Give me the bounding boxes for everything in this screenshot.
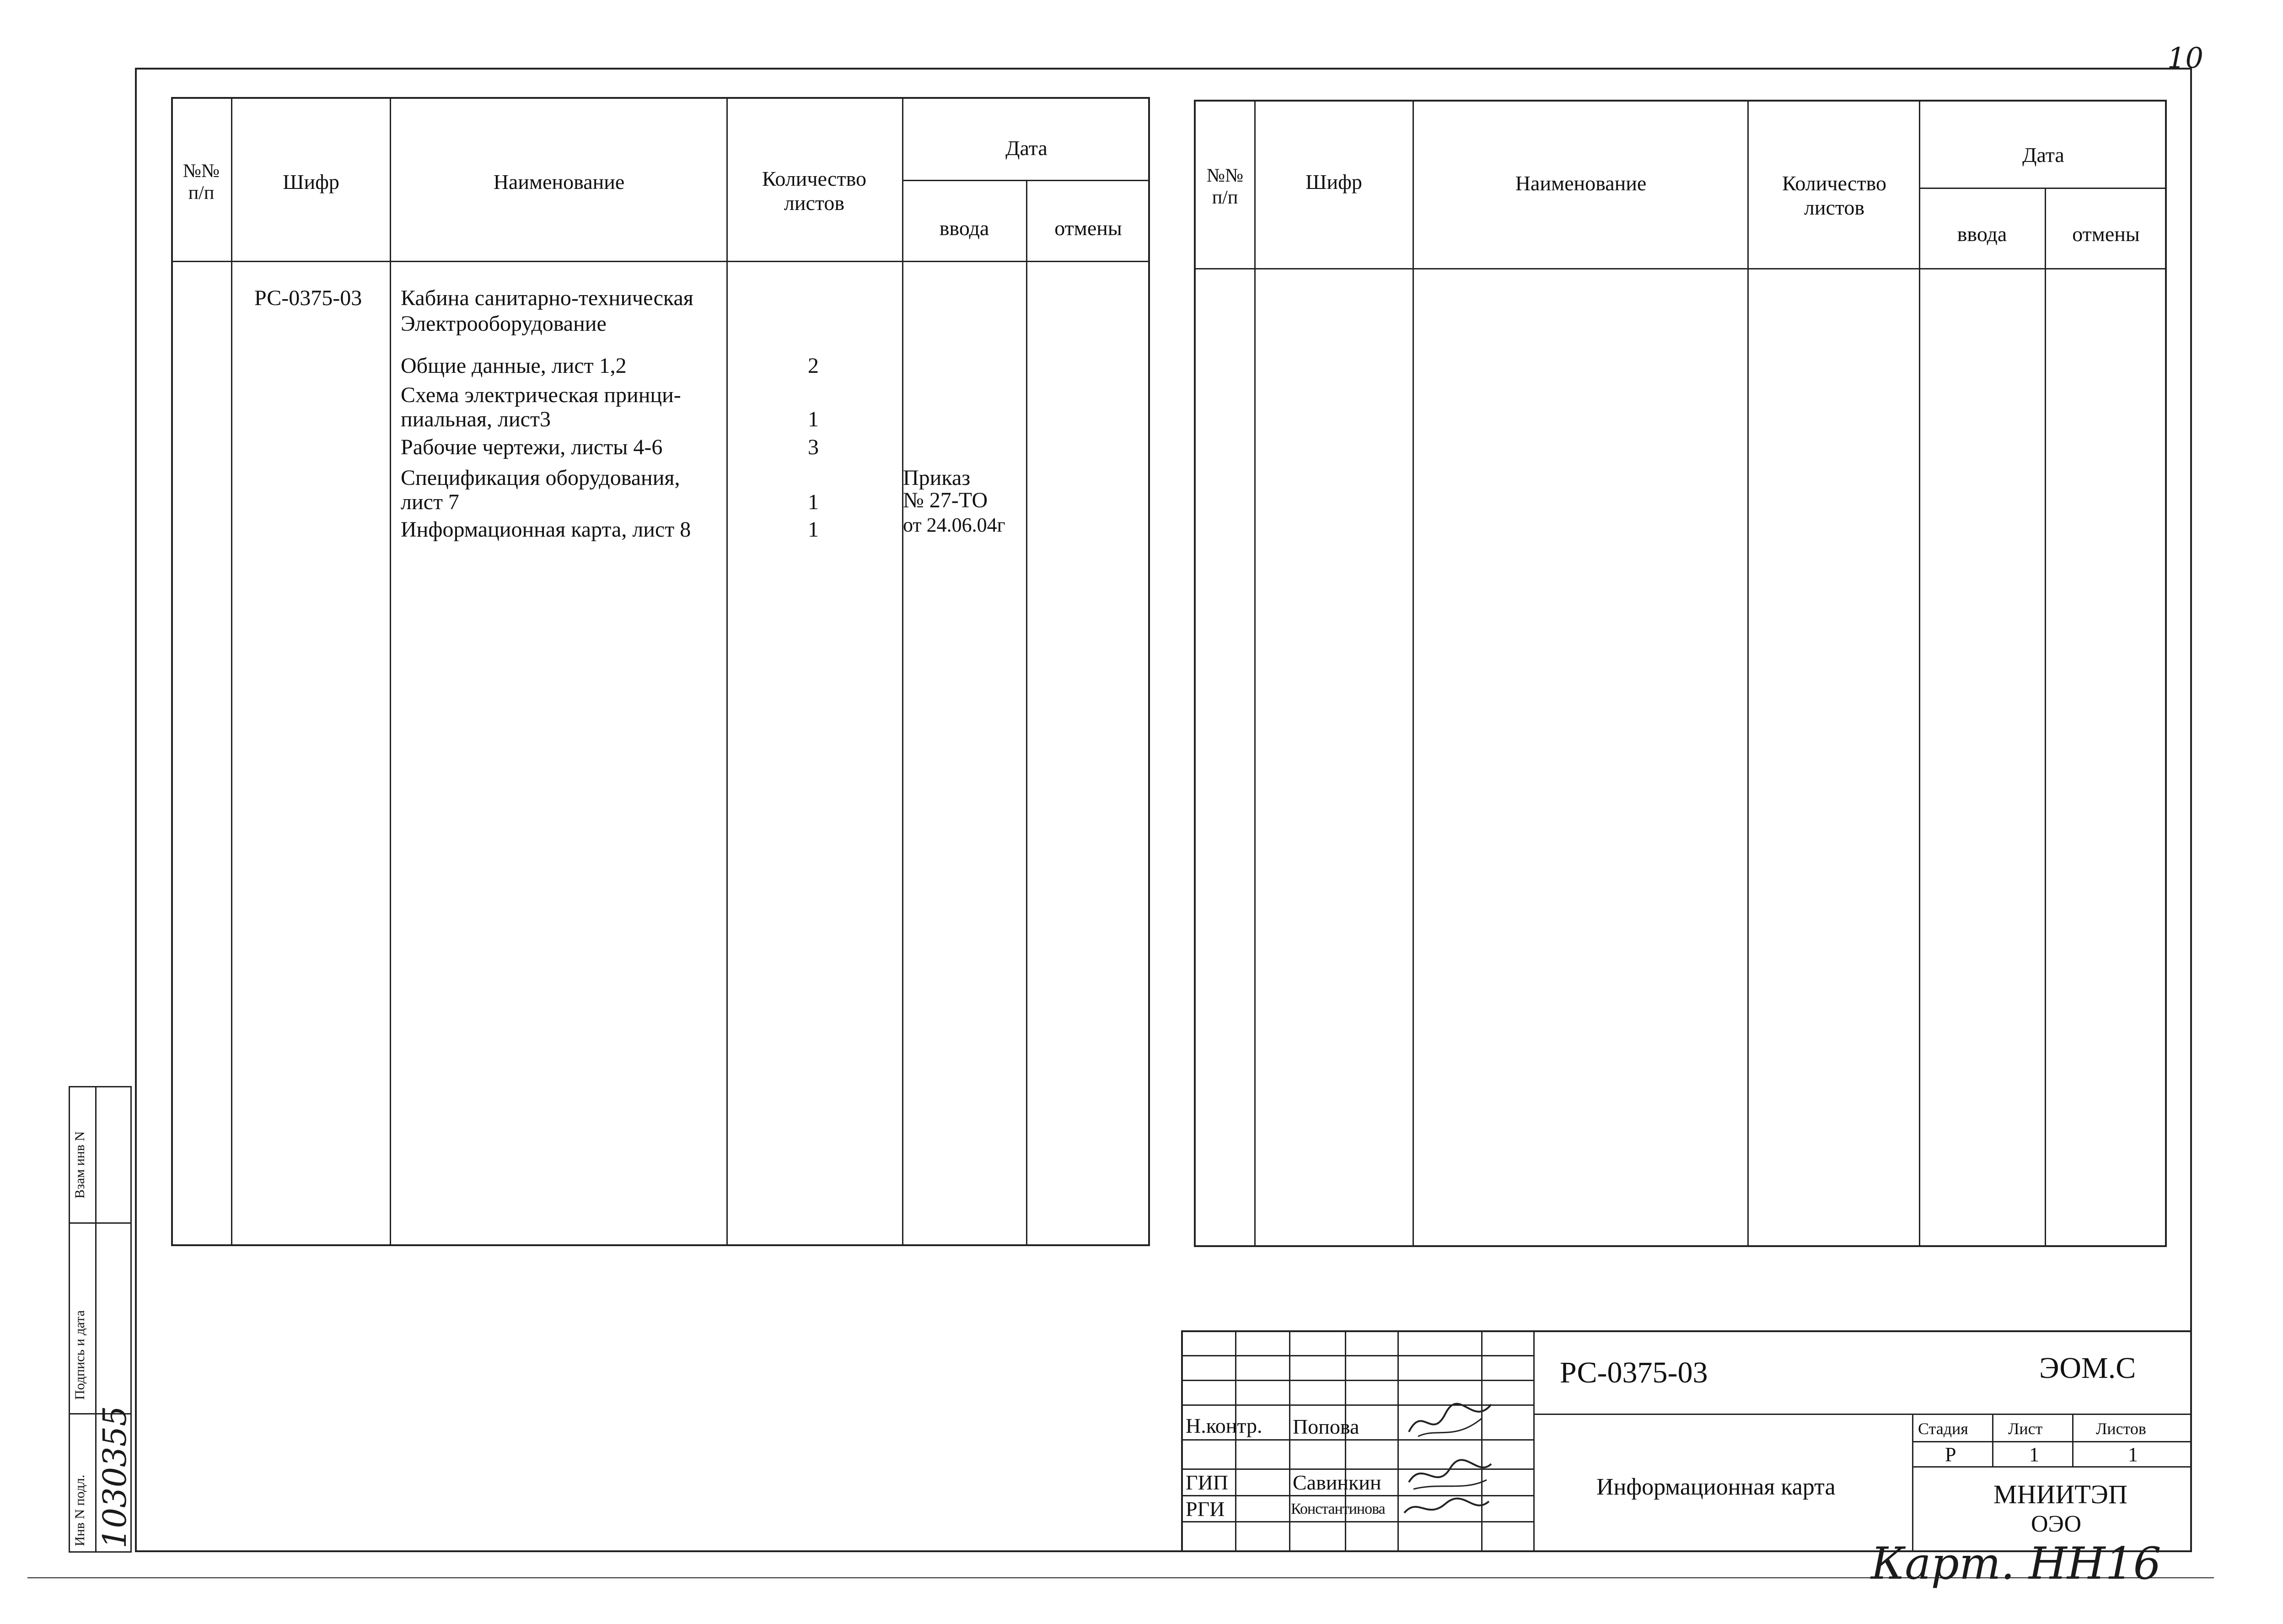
col-code-header: Шифр	[1305, 170, 1362, 194]
sheets-value: 1	[2128, 1443, 2138, 1466]
role-nkontr: Н.контр.	[1186, 1414, 1262, 1437]
role-rgi: РГИ	[1186, 1497, 1225, 1521]
col-name-header: Наименование	[1515, 172, 1647, 195]
list-item: Спецификация оборудования,	[401, 466, 680, 490]
list-item: пиальная, лист3	[401, 407, 551, 431]
inv-orig-value: 1030355	[96, 1406, 134, 1549]
inv-orig-label: Инв N подл.	[72, 1474, 87, 1546]
list-item-count: 2	[808, 354, 819, 378]
title-doc-title: Информационная карта	[1596, 1474, 1836, 1500]
list-item-count: 1	[808, 490, 819, 514]
inv-replace-label: Взам инв N	[72, 1131, 87, 1199]
signature-konstantinova	[1400, 1492, 1491, 1524]
page-edge-line	[27, 1577, 2214, 1578]
list-item: Рабочие чертежи, листы 4-6	[401, 435, 663, 459]
list-item-count: 1	[808, 517, 819, 542]
list-item: лист 7	[401, 490, 459, 514]
list-item: Информационная карта, лист 8	[401, 517, 691, 542]
col-date-in-header: ввода	[939, 216, 989, 240]
col-name-header: Наименование	[493, 170, 625, 194]
doc-title-line2: Электрооборудование	[401, 312, 607, 336]
title-doc-code: РС-0375-03	[1560, 1356, 1708, 1389]
sheets-label: Листов	[2096, 1420, 2146, 1438]
doc-code-cell: РС-0375-03	[254, 286, 362, 310]
list-item: Схема электрическая принци-	[401, 383, 681, 407]
org-line1: МНИИТЭП	[1993, 1479, 2127, 1509]
name-nkontr: Попова	[1293, 1415, 1359, 1438]
signature-popova	[1404, 1400, 1496, 1446]
page-number: 10	[2167, 41, 2203, 75]
list-item-count: 3	[808, 435, 819, 459]
col-date-out-header: отмены	[2072, 222, 2140, 246]
stage-value: Р	[1945, 1443, 1956, 1466]
order-line3: от 24.06.04г	[903, 514, 1005, 536]
col-code-header: Шифр	[283, 170, 339, 194]
handwritten-note: Карт. НН16	[1871, 1538, 2161, 1589]
stage-label: Стадия	[1918, 1420, 1968, 1438]
list-item-count: 1	[808, 407, 819, 431]
sheet-label: Лист	[2008, 1420, 2043, 1438]
sign-date-label: Подпись и дата	[72, 1310, 87, 1400]
col-num-header: №№ п/п	[183, 161, 220, 204]
col-date-header: Дата	[1005, 136, 1047, 160]
org-line2: ОЭО	[2031, 1511, 2082, 1537]
name-gip: Савинкин	[1293, 1471, 1381, 1494]
order-line1: Приказ	[903, 466, 971, 490]
role-gip: ГИП	[1186, 1471, 1229, 1494]
sheet-value: 1	[2029, 1443, 2039, 1466]
order-line2: № 27-ТО	[903, 488, 988, 512]
col-num-header: №№ п/п	[1206, 165, 1244, 209]
name-rgi: Константинова	[1291, 1500, 1385, 1517]
doc-title-line1: Кабина санитарно-техническая	[401, 286, 693, 310]
list-item: Общие данные, лист 1,2	[401, 354, 627, 378]
signature-savinkin	[1404, 1455, 1496, 1496]
col-date-out-header: отмены	[1054, 216, 1122, 240]
title-doc-mark: ЭОМ.С	[2039, 1351, 2136, 1385]
col-date-in-header: ввода	[1957, 222, 2007, 246]
col-date-header: Дата	[2022, 143, 2064, 167]
col-count-header: Количество листов	[1782, 172, 1886, 219]
col-count-header: Количество листов	[762, 167, 866, 215]
